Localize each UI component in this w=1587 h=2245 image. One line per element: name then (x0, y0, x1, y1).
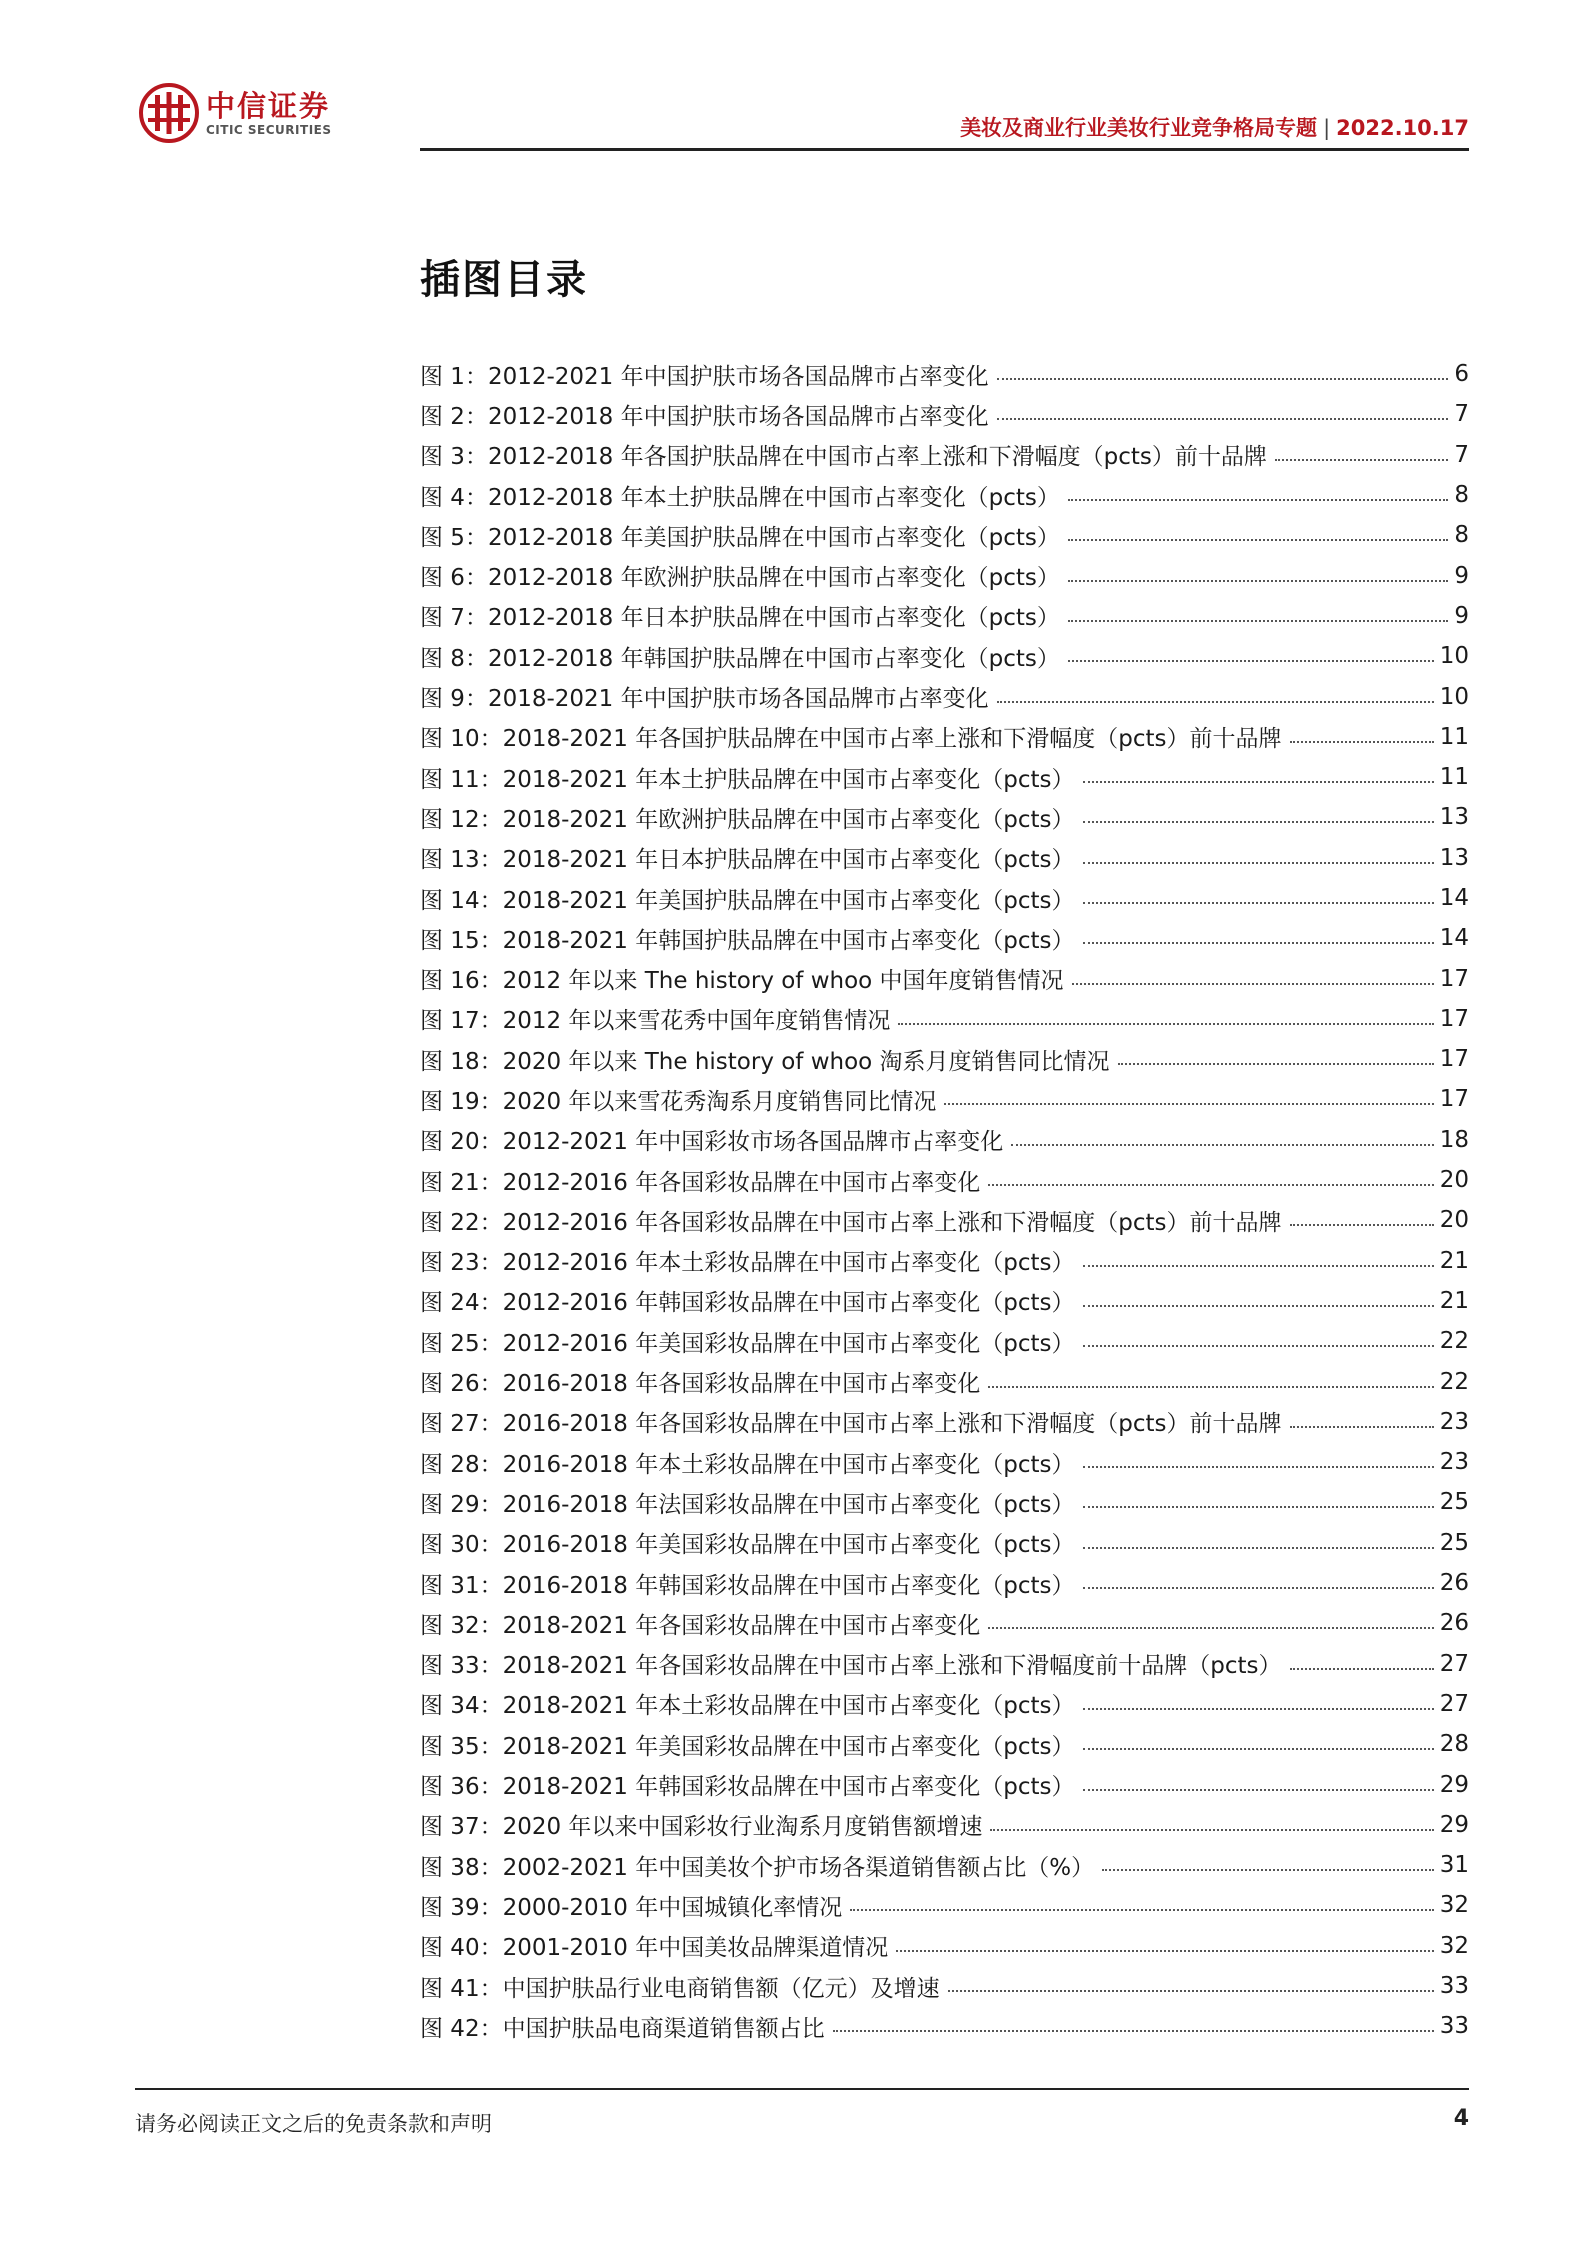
toc-entry-label: 图 2：2012-2018 年中国护肤市场各国品牌市占率变化 (420, 403, 989, 430)
toc-entry-label: 图 9：2018-2021 年中国护肤市场各国品牌市占率变化 (420, 686, 989, 713)
toc-entry-label: 图 1：2012-2021 年中国护肤市场各国品牌市占率变化 (420, 363, 989, 390)
toc-entry[interactable] (420, 1724, 1469, 1764)
toc-dot-leader (1083, 1587, 1434, 1589)
toc-entry-page: 17 (1439, 965, 1469, 992)
toc-entry-label: 图 16：2012 年以来 The history of whoo 中国年度销售情况 (420, 968, 1064, 995)
toc-dot-leader (988, 1386, 1433, 1388)
toc-entry-page: 22 (1439, 1368, 1469, 1395)
toc-entry[interactable] (420, 1684, 1469, 1724)
toc-dot-leader (1011, 1144, 1433, 1146)
toc-dot-leader (1083, 781, 1434, 783)
toc-entry-page: 28 (1439, 1731, 1469, 1758)
toc-dot-leader (1083, 942, 1434, 944)
page-number: 4 (1453, 2106, 1469, 2131)
toc-dot-leader (1290, 1668, 1434, 1670)
toc-entry[interactable] (420, 1281, 1469, 1321)
toc-dot-leader (1083, 1708, 1434, 1710)
toc-entry-label: 图 33：2018-2021 年各国彩妆品牌在中国市占率上涨和下滑幅度前十品牌（pcts） (420, 1653, 1282, 1680)
toc-entry[interactable] (420, 596, 1469, 636)
toc-entry[interactable] (420, 1321, 1469, 1361)
footer-divider (135, 2088, 1469, 2090)
toc-entry-label: 图 26：2016-2018 年各国彩妆品牌在中国市占率变化 (420, 1371, 981, 1398)
footer-disclaimer: 请务必阅读正文之后的免责条款和声明 (135, 2112, 492, 2136)
toc-dot-leader (997, 418, 1449, 420)
toc-entry-page: 25 (1439, 1489, 1469, 1516)
toc-entry-label: 图 5：2012-2018 年美国护肤品牌在中国市占率变化（pcts） (420, 524, 1060, 551)
toc-entry-page: 27 (1439, 1690, 1469, 1717)
toc-entry-page: 14 (1439, 885, 1469, 911)
toc-entry[interactable] (420, 838, 1469, 878)
toc-dot-leader (1083, 821, 1434, 823)
company-logo (138, 82, 338, 144)
logo-english-name: CITIC SECURITIES (206, 123, 332, 137)
toc-entry-label: 图 24：2012-2016 年韩国彩妆品牌在中国市占率变化（pcts） (420, 1290, 1075, 1317)
toc-entry-label: 图 12：2018-2021 年欧洲护肤品牌在中国市占率变化（pcts） (420, 806, 1075, 833)
toc-entry-page: 23 (1439, 1408, 1469, 1435)
toc-entry-label: 图 37：2020 年以来中国彩妆行业淘系月度销售额增速 (420, 1814, 983, 1841)
toc-entry-label: 图 6：2012-2018 年欧洲护肤品牌在中国市占率变化（pcts） (420, 565, 1060, 592)
toc-entry-label: 图 14：2018-2021 年美国护肤品牌在中国市占率变化（pcts） (420, 887, 1075, 914)
header-divider (420, 148, 1469, 151)
toc-dot-leader (1068, 580, 1448, 582)
toc-entry-page: 8 (1454, 482, 1469, 509)
toc-entry[interactable] (420, 717, 1469, 757)
toc-entry-label: 图 28：2016-2018 年本土彩妆品牌在中国市占率变化（pcts） (420, 1451, 1075, 1478)
toc-dot-leader (1072, 983, 1434, 985)
toc-entry-label: 图 21：2012-2016 年各国彩妆品牌在中国市占率变化 (420, 1169, 981, 1196)
toc-dot-leader (997, 701, 1434, 703)
toc-entry-page: 10 (1439, 643, 1469, 670)
toc-entry-page: 11 (1439, 764, 1469, 791)
toc-entry-page: 9 (1454, 562, 1469, 589)
toc-entry[interactable] (420, 555, 1469, 595)
toc-entry-label: 图 3：2012-2018 年各国护肤品牌在中国市占率上涨和下滑幅度（pcts）前十品牌 (420, 444, 1267, 471)
toc-entry[interactable] (420, 1241, 1469, 1281)
toc-dot-leader (1083, 862, 1434, 864)
toc-entry[interactable] (420, 1764, 1469, 1804)
toc-dot-leader (990, 1829, 1433, 1831)
toc-dot-leader (988, 1184, 1433, 1186)
toc-entry[interactable] (420, 1200, 1469, 1240)
toc-dot-leader (1290, 1426, 1434, 1428)
toc-entry-label: 图 17：2012 年以来雪花秀中国年度销售情况 (420, 1008, 891, 1035)
toc-entry-label: 图 22：2012-2016 年各国彩妆品牌在中国市占率上涨和下滑幅度（pcts）前十品牌 (420, 1209, 1282, 1236)
toc-dot-leader (1118, 1063, 1434, 1065)
toc-entry-label: 图 8：2012-2018 年韩国护肤品牌在中国市占率变化（pcts） (420, 645, 1060, 672)
toc-dot-leader (896, 1950, 1433, 1952)
toc-dot-leader (997, 378, 1449, 380)
toc-dot-leader (1083, 1466, 1434, 1468)
logo-chinese-name: 中信证券 (206, 89, 331, 123)
toc-entry-page: 20 (1439, 1207, 1469, 1234)
toc-entry[interactable] (420, 1160, 1469, 1200)
toc-entry-label: 图 11：2018-2021 年本土护肤品牌在中国市占率变化（pcts） (420, 766, 1075, 793)
toc-entry-page: 14 (1439, 925, 1469, 952)
toc-dot-leader (1083, 1789, 1434, 1791)
toc-dot-leader (988, 1627, 1433, 1629)
toc-dot-leader (1068, 620, 1448, 622)
toc-entry[interactable] (420, 1523, 1469, 1563)
toc-entry[interactable] (420, 1563, 1469, 1603)
report-title: 美妆及商业行业美妆行业竞争格局专题 (960, 116, 1318, 140)
citic-logo-icon (138, 82, 200, 144)
toc-dot-leader (1102, 1869, 1434, 1871)
toc-dot-leader (1083, 1748, 1434, 1750)
report-header (960, 112, 1469, 142)
toc-dot-leader (1068, 499, 1448, 501)
toc-entry-page: 17 (1439, 1046, 1469, 1073)
toc-entry-page: 25 (1439, 1529, 1469, 1556)
toc-entry-page: 9 (1454, 602, 1469, 629)
toc-entry[interactable] (420, 1845, 1469, 1885)
toc-dot-leader (1068, 660, 1434, 662)
toc-entry-label: 图 35：2018-2021 年美国彩妆品牌在中国市占率变化（pcts） (420, 1733, 1075, 1760)
toc-entry-page: 10 (1439, 683, 1469, 710)
toc-dot-leader (1290, 741, 1434, 743)
toc-entry-label: 图 36：2018-2021 年韩国彩妆品牌在中国市占率变化（pcts） (420, 1774, 1075, 1801)
toc-entry[interactable] (420, 1926, 1469, 1966)
toc-entry-page: 27 (1439, 1650, 1469, 1677)
toc-entry[interactable] (420, 1966, 1469, 2006)
toc-entry[interactable] (420, 2006, 1469, 2046)
toc-entry-label: 图 15：2018-2021 年韩国护肤品牌在中国市占率变化（pcts） (420, 927, 1075, 954)
toc-entry-page: 7 (1454, 441, 1469, 468)
toc-entry-page: 22 (1439, 1328, 1469, 1355)
toc-entry-label: 图 34：2018-2021 年本土彩妆品牌在中国市占率变化（pcts） (420, 1693, 1075, 1720)
figure-toc-list (420, 354, 1469, 2046)
toc-dot-leader (1083, 1345, 1434, 1347)
toc-entry-label: 图 27：2016-2018 年各国彩妆品牌在中国市占率上涨和下滑幅度（pcts）前十品牌 (420, 1411, 1282, 1438)
toc-entry-label: 图 32：2018-2021 年各国彩妆品牌在中国市占率变化 (420, 1612, 981, 1639)
toc-dot-leader (1068, 539, 1448, 541)
toc-heading: 插图目录 (420, 257, 588, 303)
toc-entry[interactable] (420, 999, 1469, 1039)
toc-entry-label: 图 19：2020 年以来雪花秀淘系月度销售同比情况 (420, 1088, 937, 1115)
toc-entry[interactable] (420, 1120, 1469, 1160)
toc-dot-leader (1083, 1265, 1434, 1267)
toc-entry-label: 图 23：2012-2016 年本土彩妆品牌在中国市占率变化（pcts） (420, 1250, 1075, 1277)
toc-entry[interactable] (420, 354, 1469, 394)
toc-dot-leader (944, 1103, 1433, 1105)
toc-entry[interactable] (420, 1603, 1469, 1643)
toc-entry-page: 20 (1439, 1167, 1469, 1194)
toc-entry-label: 图 20：2012-2021 年中国彩妆市场各国品牌市占率变化 (420, 1129, 1004, 1156)
toc-dot-leader (1275, 459, 1448, 461)
toc-entry[interactable] (420, 1644, 1469, 1684)
toc-dot-leader (1083, 1506, 1434, 1508)
toc-entry[interactable] (420, 797, 1469, 837)
toc-entry[interactable] (420, 515, 1469, 555)
toc-entry-page: 7 (1454, 401, 1469, 428)
toc-entry-page: 13 (1439, 804, 1469, 831)
toc-entry[interactable] (420, 958, 1469, 998)
toc-entry[interactable] (420, 1079, 1469, 1119)
toc-entry[interactable] (420, 1039, 1469, 1079)
toc-entry-label: 图 30：2016-2018 年美国彩妆品牌在中国市占率变化（pcts） (420, 1532, 1075, 1559)
toc-dot-leader (833, 2030, 1434, 2032)
toc-entry-label: 图 10：2018-2021 年各国护肤品牌在中国市占率上涨和下滑幅度（pcts）前十品牌 (420, 726, 1282, 753)
toc-entry-page: 13 (1439, 844, 1469, 871)
toc-entry-page: 26 (1439, 1610, 1469, 1637)
toc-entry[interactable] (420, 1361, 1469, 1401)
toc-entry-label: 图 25：2012-2016 年美国彩妆品牌在中国市占率变化（pcts） (420, 1330, 1075, 1357)
toc-entry-page: 29 (1439, 1811, 1469, 1838)
toc-entry-label: 图 13：2018-2021 年日本护肤品牌在中国市占率变化（pcts） (420, 847, 1075, 874)
toc-entry-page: 6 (1454, 361, 1469, 388)
toc-dot-leader (1083, 902, 1434, 904)
toc-entry-page: 23 (1439, 1449, 1469, 1476)
toc-entry[interactable] (420, 475, 1469, 515)
toc-entry[interactable] (420, 676, 1469, 716)
toc-entry-label: 图 42：中国护肤品电商渠道销售额占比 (420, 2015, 825, 2042)
toc-entry[interactable] (420, 1402, 1469, 1442)
toc-entry-label: 图 7：2012-2018 年日本护肤品牌在中国市占率变化（pcts） (420, 605, 1060, 632)
toc-entry-label: 图 39：2000-2010 年中国城镇化率情况 (420, 1894, 843, 1921)
toc-entry-page: 29 (1439, 1771, 1469, 1798)
toc-entry-label: 图 40：2001-2010 年中国美妆品牌渠道情况 (420, 1935, 889, 1962)
toc-entry-label: 图 4：2012-2018 年本土护肤品牌在中国市占率变化（pcts） (420, 484, 1060, 511)
toc-entry[interactable] (420, 1805, 1469, 1845)
toc-entry[interactable] (420, 1482, 1469, 1522)
toc-entry-page: 31 (1439, 1852, 1469, 1879)
toc-entry[interactable] (420, 878, 1469, 918)
toc-entry-page: 21 (1439, 1247, 1469, 1274)
toc-entry-label: 图 31：2016-2018 年韩国彩妆品牌在中国市占率变化（pcts） (420, 1572, 1075, 1599)
toc-entry-page: 33 (1439, 1973, 1469, 2000)
toc-entry-page: 17 (1439, 1086, 1469, 1113)
toc-dot-leader (1083, 1547, 1434, 1549)
toc-entry-page: 32 (1439, 1892, 1469, 1919)
toc-dot-leader (948, 1990, 1434, 1992)
toc-entry-page: 18 (1439, 1126, 1469, 1153)
toc-entry[interactable] (420, 918, 1469, 958)
toc-entry[interactable] (420, 435, 1469, 475)
toc-entry-label: 图 38：2002-2021 年中国美妆个护市场各渠道销售额占比（%） (420, 1854, 1095, 1881)
toc-entry[interactable] (420, 757, 1469, 797)
toc-entry-label: 图 29：2016-2018 年法国彩妆品牌在中国市占率变化（pcts） (420, 1491, 1075, 1518)
toc-entry-page: 33 (1439, 2013, 1469, 2040)
toc-dot-leader (850, 1909, 1433, 1911)
toc-entry-page: 32 (1439, 1932, 1469, 1959)
toc-entry-label: 图 18：2020 年以来 The history of whoo 淘系月度销售同比情况 (420, 1048, 1110, 1075)
toc-entry-page: 21 (1439, 1287, 1469, 1314)
toc-entry-page: 11 (1439, 723, 1469, 750)
toc-dot-leader (1290, 1224, 1434, 1226)
toc-entry-page: 17 (1439, 1005, 1469, 1032)
toc-entry[interactable] (420, 1885, 1469, 1925)
toc-entry[interactable] (420, 1442, 1469, 1482)
toc-entry-page: 8 (1454, 522, 1469, 549)
toc-dot-leader (898, 1023, 1433, 1025)
header-separator: | (1323, 116, 1331, 140)
toc-entry[interactable] (420, 394, 1469, 434)
toc-entry-page: 26 (1439, 1570, 1469, 1597)
toc-entry[interactable] (420, 636, 1469, 676)
toc-entry-label: 图 41：中国护肤品行业电商销售额（亿元）及增速 (420, 1975, 940, 2002)
toc-dot-leader (1083, 1305, 1434, 1307)
report-date: 2022.10.17 (1336, 116, 1469, 140)
